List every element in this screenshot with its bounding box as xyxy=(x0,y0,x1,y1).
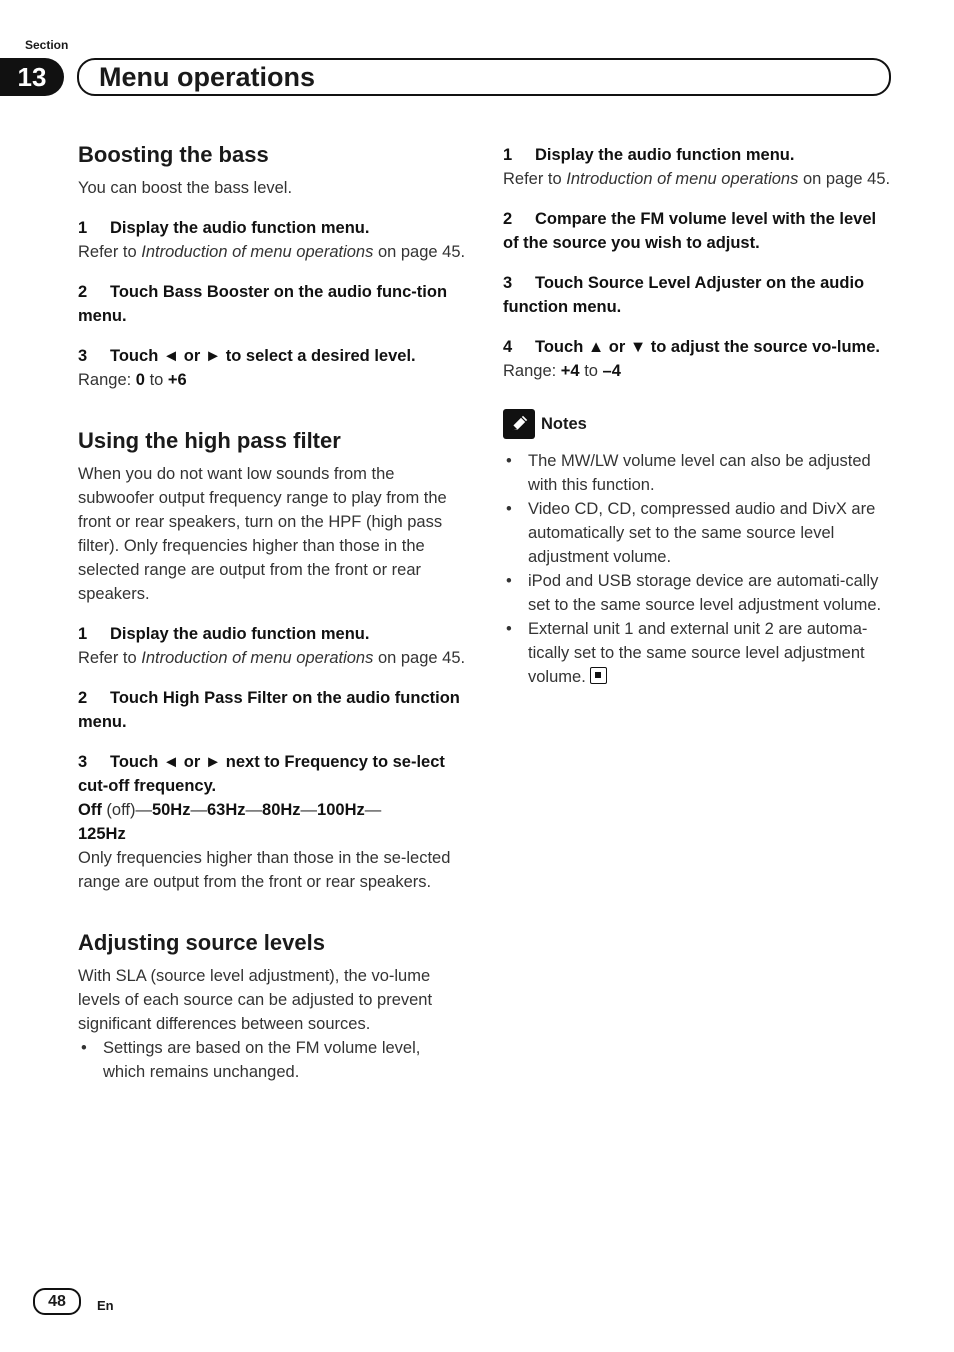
section-label: Section xyxy=(25,38,69,52)
section-number-badge: 13 xyxy=(0,58,64,96)
hpf-frequency-options: Off (off)—50Hz—63Hz—80Hz—100Hz— 125Hz xyxy=(78,801,382,843)
sla-intro: With SLA (source level adjustment), the vo-lume levels of each source can be adjusted to prevent significant differences between sources. xyxy=(78,967,433,1033)
right-column xyxy=(503,143,891,689)
sla-step-1: 1 Display the audio function menu. xyxy=(503,146,795,164)
left-column xyxy=(78,140,466,1084)
hpf-step-3: 3 Touch ◄ or ► next to Frequency to se-lect cut-off frequency. xyxy=(78,753,445,795)
bass-range: Range: 0 to +6 xyxy=(78,371,187,389)
sla-reference: Refer to Introduction of menu operations on page 45. xyxy=(503,170,891,188)
sla-range: Range: +4 to –4 xyxy=(503,362,621,380)
heading-boosting-bass: Boosting the bass xyxy=(78,142,269,167)
hpf-step-1: 1 Display the audio function menu. xyxy=(78,625,370,643)
sla-bullets xyxy=(78,1036,466,1084)
list-item: • Settings are based on the FM volume level, which remains unchanged. xyxy=(78,1036,466,1084)
sla-step-3: 3 Touch Source Level Adjuster on the audio function menu. xyxy=(503,274,865,316)
page-title: Menu operations xyxy=(99,62,316,92)
bass-step-3: 3 Touch ◄ or ► to select a desired level. xyxy=(78,347,416,365)
list-item: • Video CD, CD, compressed audio and DivX are automatically set to the same source level adjustment volume. xyxy=(503,497,891,569)
hpf-reference: Refer to Introduction of menu operations on page 45. xyxy=(78,649,466,667)
heading-high-pass-filter: Using the high pass filter xyxy=(78,428,341,453)
sla-step-4: 4 Touch ▲ or ▼ to adjust the source vo-lume. xyxy=(503,338,880,356)
list-item: • The MW/LW volume level can also be adjusted with this function. xyxy=(503,449,891,497)
bass-step-2: 2 Touch Bass Booster on the audio func-tion menu. xyxy=(78,283,448,325)
bass-intro: You can boost the bass level. xyxy=(78,179,293,197)
sla-step-2: 2 Compare the FM volume level with the level of the source you wish to adjust. xyxy=(503,210,877,252)
bass-step-1: 1 Display the audio function menu. xyxy=(78,219,370,237)
heading-adjusting-source-levels: Adjusting source levels xyxy=(78,930,325,955)
notes-header xyxy=(503,409,891,439)
notes-title: Notes xyxy=(541,414,587,433)
page-number: 48 xyxy=(33,1288,81,1315)
hpf-step-2: 2 Touch High Pass Filter on the audio function menu. xyxy=(78,689,460,731)
title-bar xyxy=(77,58,891,96)
notes-list xyxy=(503,449,891,689)
list-item: • External unit 1 and external unit 2 are automa-tically set to the same source level adjustment volume. xyxy=(503,617,891,689)
language-label: En xyxy=(97,1298,114,1313)
list-item: • iPod and USB storage device are automati-cally set to the same source level adjustment volume. xyxy=(503,569,891,617)
hpf-note: Only frequencies higher than those in the se-lected range are output from the front or rear speakers. xyxy=(78,849,451,891)
end-mark-icon xyxy=(590,667,607,684)
pencil-icon xyxy=(503,409,535,439)
bass-reference: Refer to Introduction of menu operations on page 45. xyxy=(78,243,466,261)
hpf-intro: When you do not want low sounds from the subwoofer output frequency range to play from the front or rear speakers, turn on the HPF (high pass filter). Only frequencies higher than those in the selected range are output from the front or rear speakers. xyxy=(78,465,447,603)
